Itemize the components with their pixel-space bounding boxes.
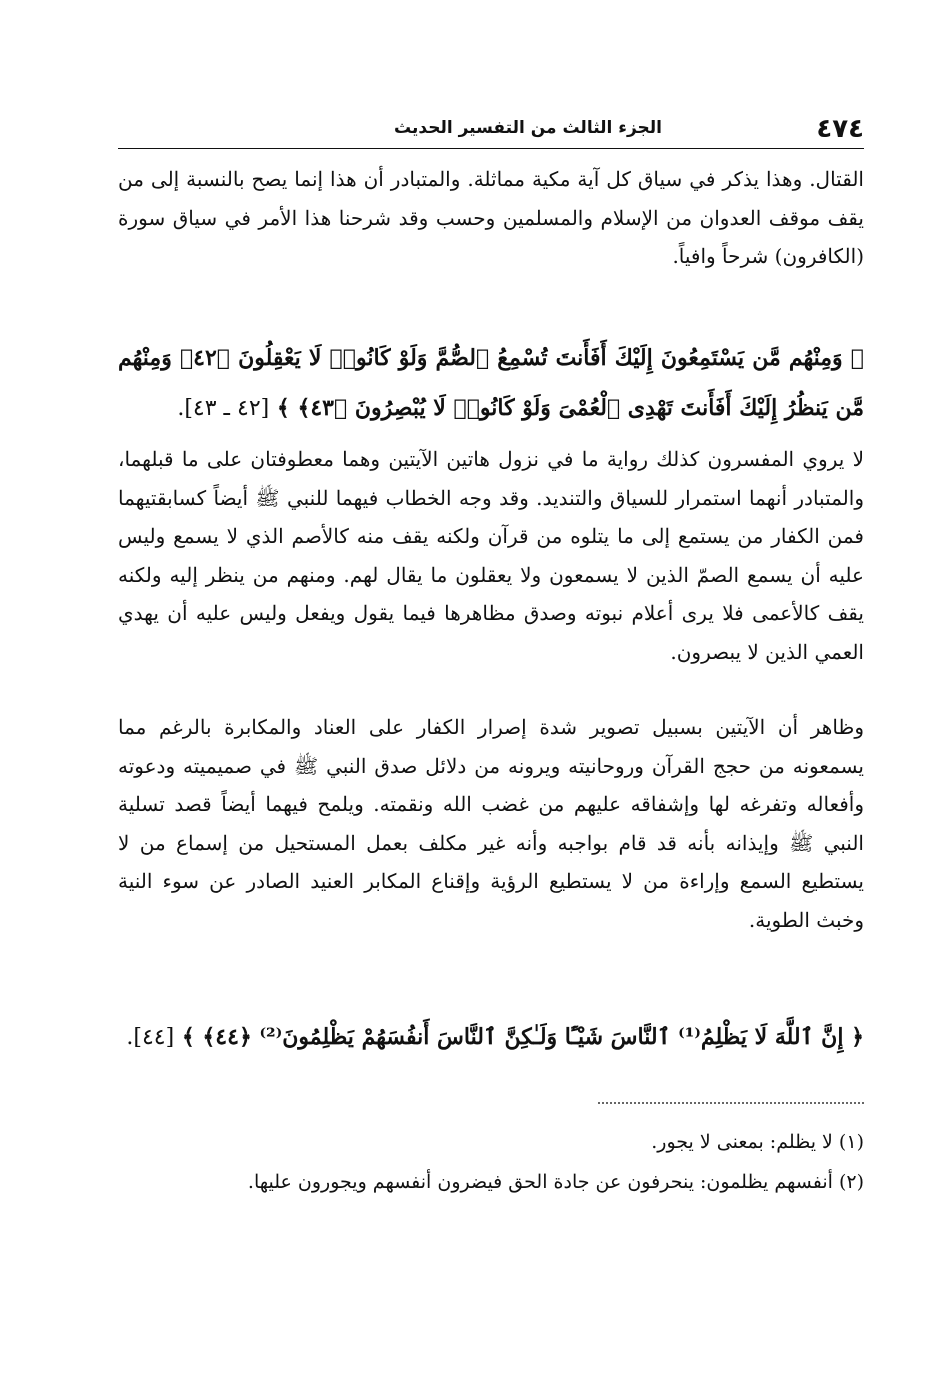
- page-header: [118, 108, 864, 149]
- paragraph-2: لا يروي المفسرون كذلك رواية ما في نزول هاتين الآيتين وهما معطوفتان على ما قبلهما، والمتبادر أنهما استمرار للسياق والتنديد. وقد وجه الخطاب فيهما للنبي ﷺ أيضاً كسابقتيهما فمن الكفار من يستمع إلى ما يتلوه من قرآن ولكنه يقف منه كالأصم الذي لا يسمع وليس عليه أن يسمع الصمّ الذين لا يسمعون ولا يعقلون ما يقال لهم. ومنهم من ينظر إليه ولكنه يقف كالأعمى فلا يرى أعلام نبوته وصدق مظاهرها فيما يقول ويفعل وليس عليه أن يهدي العمي الذين لا يبصرون.: [118, 447, 864, 664]
- footnote-2: (٢) أنفسهم يظلمون: ينحرفون عن جادة الحق فيضرون أنفسهم ويجورون عليها.: [247, 1171, 864, 1193]
- verse-reference: [٤٤].: [126, 1025, 175, 1050]
- footnotes: [118, 1122, 864, 1202]
- quran-verse-42-43: [118, 333, 864, 434]
- verse-reference: [٤٢ ـ ٤٣].: [177, 396, 270, 421]
- verse-text: ﴿ إِنَّ ٱللَّهَ لَا يَظْلِمُ⁽¹⁾ ٱلنَّاسَ شَيْـًٔا وَلَـٰكِنَّ ٱلنَّاسَ أَنفُسَهُمْ يَظْلِمُونَ⁽²⁾ ﴿٤٤﴾ ﴾: [181, 1024, 864, 1050]
- footnote-1: (١) لا يظلم: بمعنى لا يجور.: [651, 1131, 864, 1153]
- verse-text: ﴿ وَمِنْهُم مَّن يَسْتَمِعُونَ إِلَيْكَ أَفَأَنتَ تُسْمِعُ ٱلصُّمَّ وَلَوْ كَانُوا۟ لَا يَعْقِلُونَ ﴿٤٢﴾ وَمِنْهُم مَّن يَنظُرُ إِلَيْكَ أَفَأَنتَ تَهْدِى ٱلْعُمْىَ وَلَوْ كَانُوا۟ لَا يُبْصِرُونَ ﴿٤٣﴾ ﴾: [118, 345, 864, 421]
- running-title: الجزء الثالث من التفسير الحديث: [394, 118, 662, 138]
- paragraph-3: وظاهر أن الآيتين بسبيل تصوير شدة إصرار الكفار على العناد والمكابرة بالرغم مما يسمعونه من حجج القرآن وروحانيته ويرونه من دلائل صدق النبي ﷺ في صميميته ودعوته وأفعاله وتفرغه لها وإشفاقه عليهم من غضب الله ونقمته. ويلمح فيهما أيضاً قصد تسلية النبي ﷺ وإيذانه بأنه قد قام بواجبه وأنه غير مكلف بعمل المستحيل من إسماع من لا يستطيع السمع وإراءة من لا يستطيع الرؤية وإقناع المكابر العنيد الصادر عن سوء النية وخبث الطوية.: [118, 715, 864, 932]
- paragraph-1: القتال. وهذا يذكر في سياق كل آية مكية مماثلة. والمتبادر أن هذا إنما يصح بالنسبة إلى من يقف موقف العدوان من الإسلام والمسلمين وحسب وقد شرحنا هذا الأمر في سياق سورة (الكافرون) شرحاً وافياً.: [118, 167, 864, 268]
- page-number: ٤٧٤: [816, 114, 864, 144]
- quran-verse-44: [118, 1012, 864, 1063]
- footnote-separator: [598, 1102, 864, 1104]
